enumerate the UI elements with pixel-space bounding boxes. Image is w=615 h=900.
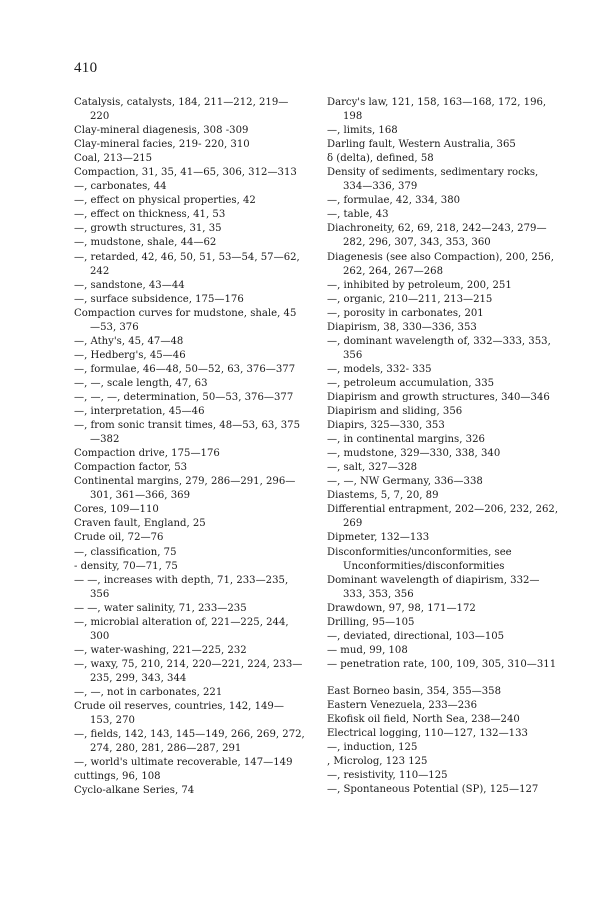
index-entry: —, carbonates, 44 — [74, 181, 167, 193]
index-entry: Differential entrapment, 202—206, 232, 262, 269 — [327, 504, 559, 530]
index-entry: —, retarded, 42, 46, 50, 51, 53—54, 57—62, 242 — [74, 251, 300, 277]
index-entry: —, petroleum accumulation, 335 — [327, 377, 495, 389]
index-entry: —, waxy, 75, 210, 214, 220—221, 224, 233—235, 299, 343, 344 — [74, 658, 303, 684]
index-entry: — —, increases with depth, 71, 233—235, 356 — [74, 574, 289, 600]
index-entry: Diapirism, 38, 330—336, 353 — [327, 321, 477, 333]
index-entry: Darcy's law, 121, 158, 163—168, 172, 196, 198 — [327, 97, 547, 123]
index-entry: —, surface subsidence, 175—176 — [74, 293, 244, 305]
index-entry: —, —, NW Germany, 336—338 — [327, 476, 483, 488]
index-entry: —, interpretation, 45—46 — [74, 406, 205, 418]
index-entry: Cores, 109—110 — [74, 504, 159, 516]
index-entry: — penetration rate, 100, 109, 305, 310—311 — [327, 658, 557, 670]
index-entry: Crude oil, 72—76 — [74, 532, 164, 544]
index-entry: —, effect on thickness, 41, 53 — [74, 209, 226, 221]
index-entry: Continental margins, 279, 286—291, 296—301, 361—366, 369 — [74, 476, 296, 502]
index-entry: Dominant wavelength of diapirism, 332—333, 353, 356 — [327, 574, 540, 600]
index-entry: Compaction factor, 53 — [74, 462, 188, 474]
index-entry: Diapirism and sliding, 356 — [327, 406, 463, 418]
index-entry: —, organic, 210—211, 213—215 — [327, 293, 493, 305]
index-entry: —, mudstone, 329—330, 338, 340 — [327, 448, 501, 460]
index-entry: —, dominant wavelength of, 332—333, 353, 356 — [327, 335, 551, 361]
index-entry: —, formulae, 46—48, 50—52, 63, 376—377 — [74, 363, 296, 375]
index-entry: Compaction curves for mudstone, shale, 45—53, 376 — [74, 307, 297, 333]
index-entry: —, salt, 327—328 — [327, 462, 418, 474]
index-entry: —, inhibited by petroleum, 200, 251 — [327, 279, 512, 291]
index-entry: Clay-mineral facies, 219- 220, 310 — [74, 139, 250, 151]
index-entry: cuttings, 96, 108 — [74, 771, 161, 783]
index-entry: —, world's ultimate recoverable, 147—149 — [74, 757, 293, 769]
index-entry: Diapirs, 325—330, 353 — [327, 420, 445, 432]
index-entry: —, in continental margins, 326 — [327, 434, 485, 446]
index-entry: Drawdown, 97, 98, 171—172 — [327, 602, 476, 614]
index-entry: —, formulae, 42, 334, 380 — [327, 195, 461, 207]
page-number: 410 — [74, 60, 98, 76]
index-entry: δ (delta), defined, 58 — [327, 153, 434, 165]
index-entry: — mud, 99, 108 — [327, 644, 408, 656]
index-entry: Drilling, 95—105 — [327, 616, 415, 628]
index-column-left — [74, 96, 306, 798]
index-entry: Electrical logging, 110—127, 132—133 — [327, 728, 528, 740]
index-entry: Compaction, 31, 35, 41—65, 306, 312—313 — [74, 167, 297, 179]
index-entry: —, classification, 75 — [74, 546, 177, 558]
index-entry: —, mudstone, shale, 44—62 — [74, 237, 217, 249]
index-entry: —, porosity in carbonates, 201 — [327, 307, 484, 319]
index-entry: —, resistivity, 110—125 — [327, 770, 448, 782]
index-entry: Compaction drive, 175—176 — [74, 448, 220, 460]
index-entry: —, induction, 125 — [327, 742, 418, 754]
index-entry: —, models, 332- 335 — [327, 363, 432, 375]
index-entry: Ekofisk oil field, North Sea, 238—240 — [327, 714, 520, 726]
index-entry: Density of sediments, sedimentary rocks, 334—336, 379 — [327, 167, 539, 193]
index-entry: Diapirism and growth structures, 340—346 — [327, 391, 550, 403]
index-entry: Dipmeter, 132—133 — [327, 532, 430, 544]
index-entry: Coal, 213—215 — [74, 153, 153, 165]
index-entry: —, growth structures, 31, 35 — [74, 223, 222, 235]
index-column-right — [327, 96, 559, 797]
index-entry: Diastems, 5, 7, 20, 89 — [327, 490, 439, 502]
index-entry: —, water-washing, 221—225, 232 — [74, 644, 247, 656]
index-entry: —, sandstone, 43—44 — [74, 279, 185, 291]
index-entry: Diachroneity, 62, 69, 218, 242—243, 279—282, 296, 307, 343, 353, 360 — [327, 223, 547, 249]
index-entry: —, from sonic transit times, 48—53, 63, 375—382 — [74, 420, 301, 446]
index-entry: —, —, not in carbonates, 221 — [74, 686, 223, 698]
index-entry: East Borneo basin, 354, 355—358 — [327, 685, 502, 697]
index-entry: , Microlog, 123 125 — [327, 756, 428, 768]
index-entry: Darling fault, Western Australia, 365 — [327, 139, 516, 151]
index-entry: Crude oil reserves, countries, 142, 149—153, 270 — [74, 701, 284, 727]
index-entry: — —, water salinity, 71, 233—235 — [74, 602, 247, 614]
index-entry: Clay-mineral diagenesis, 308 -309 — [74, 125, 249, 137]
index-entry: Diagenesis (see also Compaction), 200, 256, 262, 264, 267—268 — [327, 251, 554, 277]
index-entry: Catalysis, catalysts, 184, 211—212, 219—220 — [74, 97, 289, 123]
index-entry: —, fields, 142, 143, 145—149, 266, 269, 272, 274, 280, 281, 286—287, 291 — [74, 729, 305, 755]
index-entry: —, —, —, determination, 50—53, 376—377 — [74, 391, 294, 403]
index-entry: Cyclo-alkane Series, 74 — [74, 785, 195, 797]
index-entry: —, microbial alteration of, 221—225, 244, 300 — [74, 616, 289, 642]
index-entry: —, deviated, directional, 103—105 — [327, 630, 505, 642]
index-entry: —, table, 43 — [327, 209, 389, 221]
index-entry: - density, 70—71, 75 — [74, 560, 178, 572]
index-entry: —, Spontaneous Potential (SP), 125—127 — [327, 784, 539, 796]
index-entry: —, —, scale length, 47, 63 — [74, 377, 208, 389]
index-entry: —, limits, 168 — [327, 125, 398, 137]
index-entry: Craven fault, England, 25 — [74, 518, 206, 530]
index-entry: —, effect on physical properties, 42 — [74, 195, 256, 207]
index-entry: Eastern Venezuela, 233—236 — [327, 699, 478, 711]
index-entry: —, Hedberg's, 45—46 — [74, 349, 186, 361]
index-entry: Disconformities/unconformities, see Unconformities/disconformities — [327, 546, 512, 572]
index-entry: —, Athy's, 45, 47—48 — [74, 335, 184, 347]
